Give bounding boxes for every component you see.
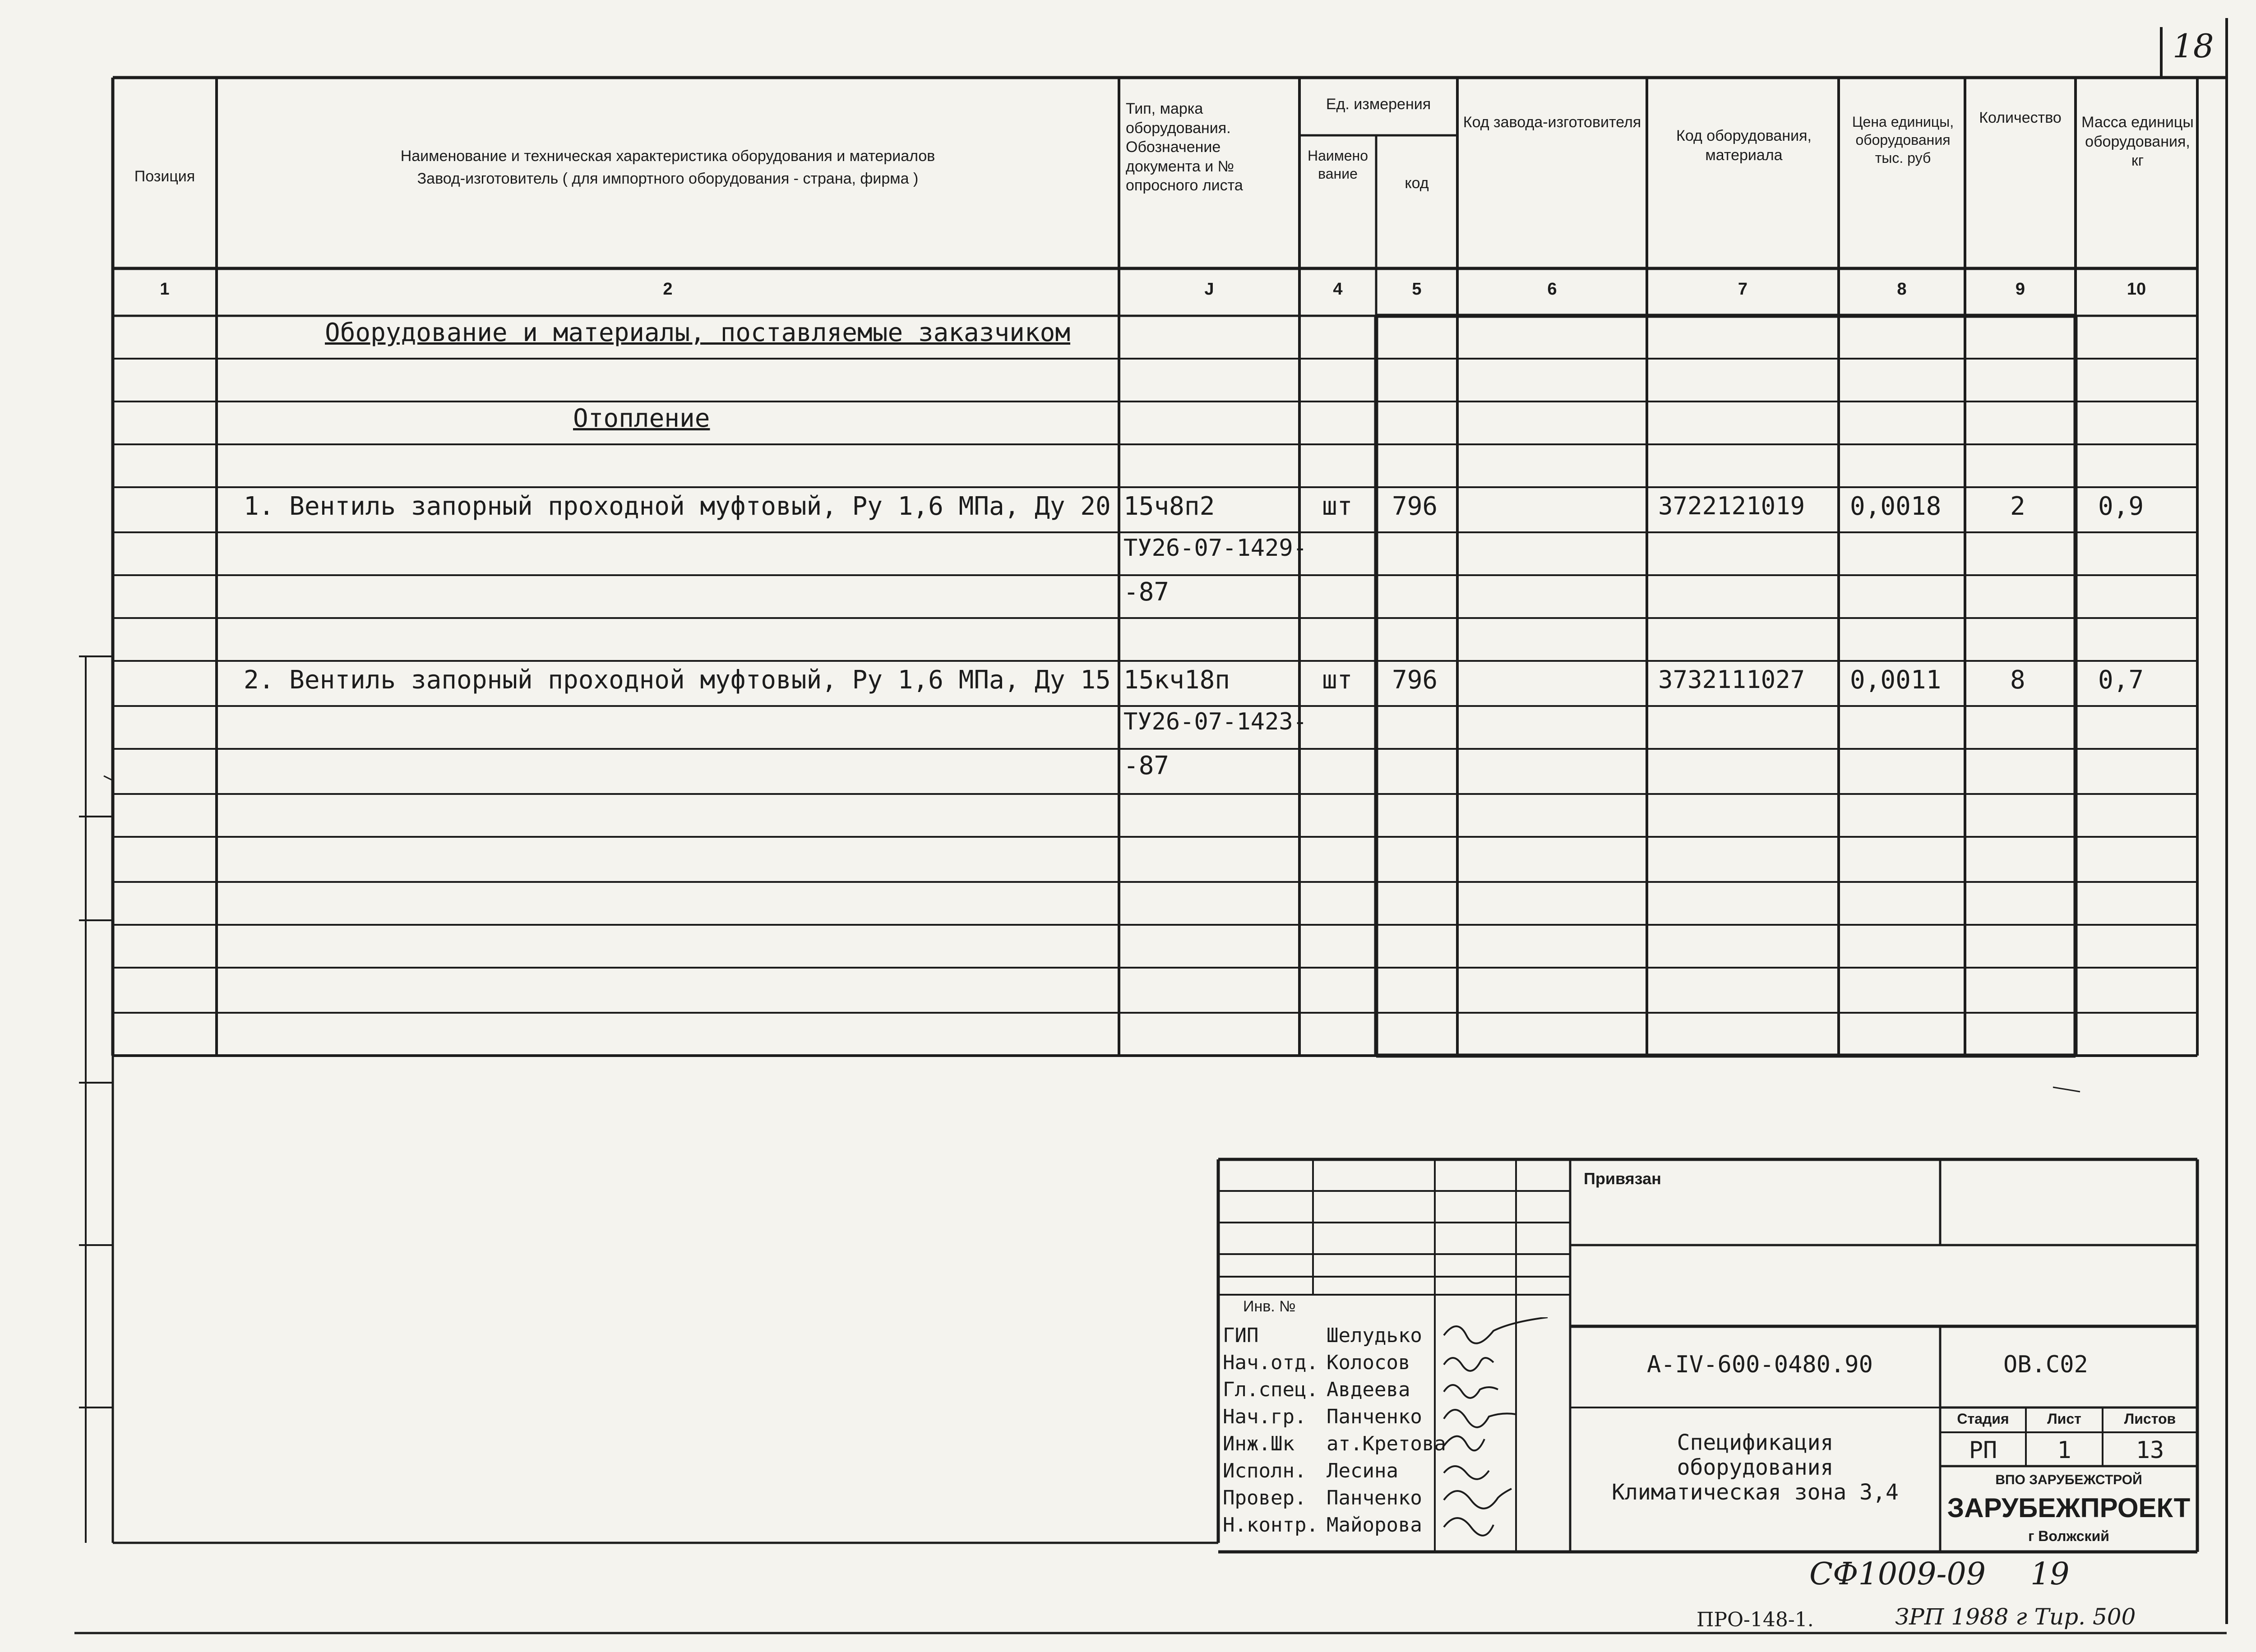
header-name-line2: Завод-изготовитель ( для импортного оборудования - страна, фирма ) (417, 170, 919, 187)
item-type-doc-cont: -87 (1123, 751, 1170, 780)
item-price: 0,0011 (1850, 665, 1942, 695)
stage-value: РП (1969, 1437, 1997, 1464)
role-label: Гл.спец. (1223, 1378, 1318, 1401)
sheet-value: 1 (2057, 1437, 2071, 1464)
role-label: Н.контр. (1223, 1514, 1318, 1537)
person-name: ат.Кретова (1327, 1432, 1446, 1455)
page-number: 18 (2173, 27, 2214, 65)
sheet-code: ОВ.С02 (2003, 1351, 2088, 1378)
signatures (1439, 1317, 1575, 1543)
item-qty: 2 (2010, 492, 2025, 521)
header-equipment-code: Код оборудования, материала (1676, 127, 1812, 164)
item-name: 1. Вентиль запорный проходной муфтовый, Ру 1,6 МПа, Ду 20 (244, 492, 1111, 521)
footer-print-info: ЗРП 1988 г Тир. 500 (1895, 1604, 2136, 1630)
item-mass: 0,7 (2098, 665, 2144, 695)
doc-title-line2: оборудования (1677, 1455, 1834, 1480)
person-name: Лесина (1327, 1459, 1398, 1482)
col-number: 2 (663, 280, 673, 299)
col-number: J (1204, 280, 1214, 299)
person-name: Панченко (1327, 1486, 1422, 1509)
role-label: ГИП (1223, 1324, 1259, 1347)
item-unit: шт (1322, 665, 1353, 695)
item-unit-code: 796 (1392, 492, 1438, 521)
header-mass: Масса единицы оборудования, кг (2081, 114, 2194, 169)
organization-line1: ВПО ЗАРУБЕЖСТРОЙ (1995, 1472, 2142, 1487)
item-equipment-code: 3722121019 (1658, 492, 1805, 520)
item-equipment-code: 3732111027 (1658, 665, 1805, 694)
item-type-doc-cont: -87 (1123, 577, 1170, 607)
item-type-doc: ТУ26-07-1423- (1123, 708, 1307, 735)
document-code: А-IV-600-0480.90 (1647, 1351, 1873, 1378)
sheets-value: 13 (2136, 1437, 2164, 1464)
item-qty: 8 (2010, 665, 2025, 695)
person-name: Панченко (1327, 1405, 1422, 1428)
role-label: Провер. (1223, 1486, 1307, 1509)
section-title: Оборудование и материалы, поставляемые заказчиком (325, 318, 1071, 347)
col-number: 7 (1738, 280, 1748, 299)
item-unit: шт (1322, 492, 1353, 521)
col-number: 1 (160, 280, 170, 299)
header-unit: Ед. измерения (1326, 96, 1431, 113)
item-type: 15ч8п2 (1123, 492, 1215, 521)
privyazan-label: Привязан (1584, 1169, 1661, 1188)
header-name-line1: Наименование и техническая характеристика оборудования и материалов (400, 148, 935, 165)
sheets-label: Листов (2124, 1411, 2176, 1427)
col-number: 4 (1333, 280, 1343, 299)
item-type-doc: ТУ26-07-1429- (1123, 535, 1307, 562)
organization-city: г Волжский (2028, 1528, 2109, 1544)
header-qty: Количество (1979, 109, 2062, 126)
item-name: 2. Вентиль запорный проходной муфтовый, Ру 1,6 МПа, Ду 15 (244, 665, 1111, 695)
doc-title-line3: Климатическая зона 3,4 (1612, 1480, 1899, 1505)
header-type: Тип, марка оборудования. Обозначение документа и № опросного листа (1126, 100, 1243, 194)
person-name: Колосов (1327, 1351, 1410, 1374)
role-label: Нач.отд. (1223, 1351, 1318, 1374)
col-number: 10 (2127, 280, 2146, 299)
inv-no-label: Инв. № (1243, 1298, 1296, 1315)
header-price: Цена единицы, оборудования тыс. руб (1852, 114, 1954, 166)
sheet-label: Лист (2047, 1411, 2081, 1427)
role-label: Нач.гр. (1223, 1405, 1307, 1428)
item-type: 15кч18п (1123, 665, 1230, 695)
subsection-title: Отопление (573, 404, 710, 433)
stage-label: Стадия (1957, 1411, 2009, 1427)
person-name: Майорова (1327, 1514, 1422, 1537)
person-name: Авдеева (1327, 1378, 1410, 1401)
organization-name: ЗАРУБЕЖПРОЕКТ (1947, 1493, 2191, 1523)
item-price: 0,0018 (1850, 492, 1942, 521)
footer-print-code: ПРО-148-1. (1697, 1608, 1814, 1631)
role-label: Инж.Шк (1223, 1432, 1294, 1455)
header-unit-name: Наименование (1307, 148, 1368, 182)
col-number: 5 (1412, 280, 1422, 299)
header-unit-code: код (1405, 175, 1429, 192)
item-unit-code: 796 (1392, 665, 1438, 695)
role-label: Исполн. (1223, 1459, 1307, 1482)
col-number: 8 (1897, 280, 1907, 299)
col-number: 6 (1547, 280, 1557, 299)
header-position: Позиция (134, 168, 195, 185)
doc-title-line1: Спецификация (1677, 1430, 1834, 1455)
footer-sf-page: 19 (2030, 1556, 2070, 1592)
footer-sf-code: СФ1009-09 (1809, 1556, 1986, 1592)
person-name: Шелудько (1327, 1324, 1422, 1347)
header-factory-code: Код завода-изготовителя (1463, 114, 1641, 131)
item-mass: 0,9 (2098, 492, 2144, 521)
col-number: 9 (2015, 280, 2025, 299)
